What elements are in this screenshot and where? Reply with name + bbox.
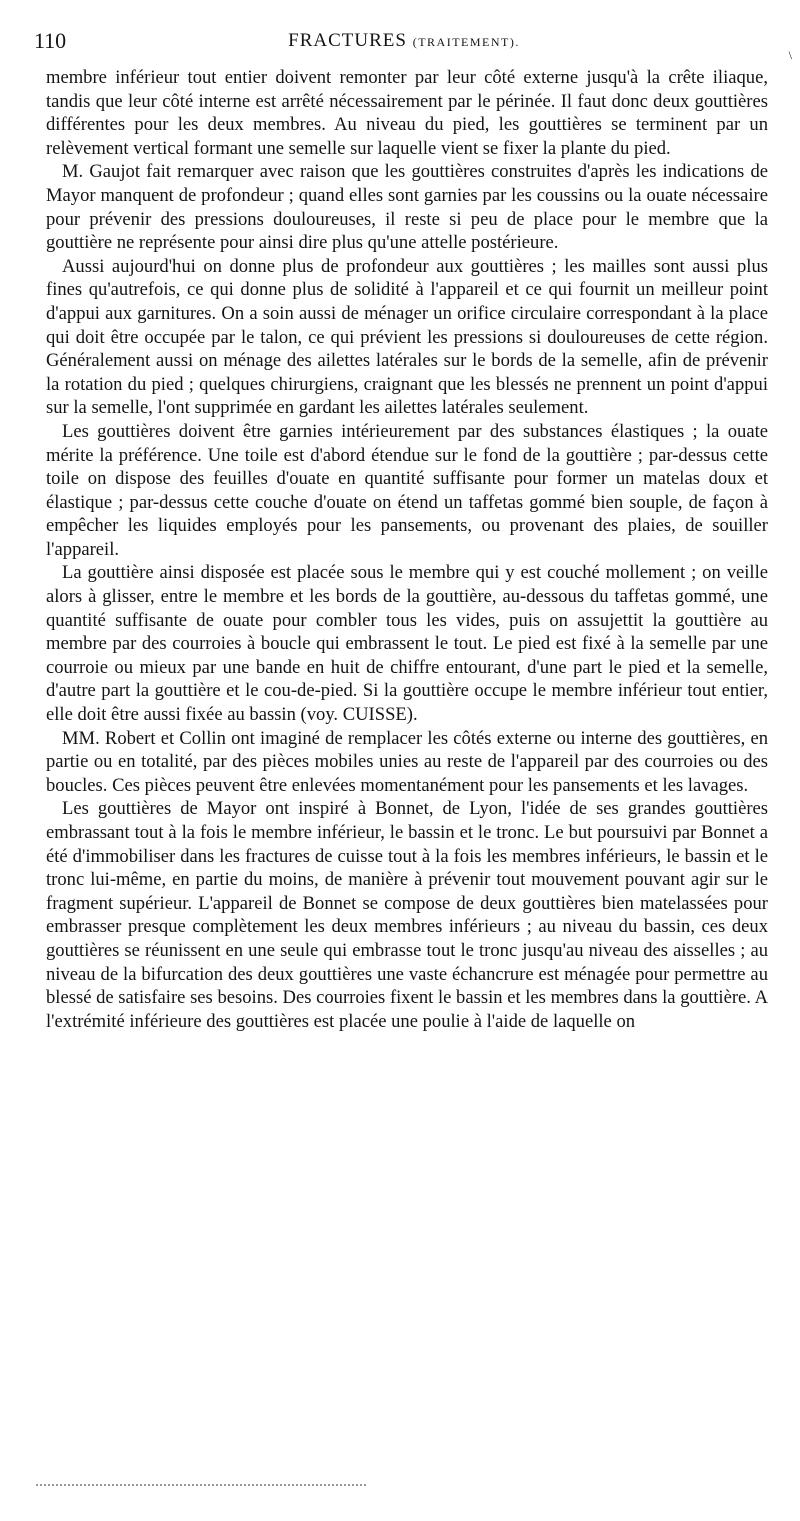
running-title-sub: (TRAITEMENT). [412,35,520,49]
body-text [46,66,768,1033]
page-header [34,28,792,62]
running-title [34,30,774,52]
paragraph: Les gouttières doivent être garnies intérieurement par des substances élastiques ; la ouate mérite la préférence. Une toile est d'abord étendue sur le fond de la gouttière ; par-dessus cette toile on dispose des feuilles d'ouate en quantité suffisante pour former un matelas doux et élastique ; par-dessus cette couche d'ouate on étend un taffetas gommé bien souple, de façon à empêcher les liquides employés pour les pansements, ou provenant des plaies, de souiller l'appareil. [46,420,768,560]
paragraph: La gouttière ainsi disposée est placée sous le membre qui y est couché mollement ; on veille alors à glisser, entre le membre et les bords de la gouttière, au-dessous du taffetas gommé, une quantité suffisante de ouate pour combler tous les vides, puis on assujettit la gouttière au membre par des courroies à boucle qui embrassent le tout. Le pied est fixé à la semelle par une courroie ou mieux par une bande en huit de chiffre entourant, d'une part le pied et la semelle, d'autre part la gouttière et le cou-de-pied. Si la gouttière occupe le membre inférieur tout entier, elle doit être aussi fixée au bassin (voy. CUISSE). [46,562,768,726]
paragraph: Les gouttières de Mayor ont inspiré à Bonnet, de Lyon, l'idée de ses grandes gouttières embrassant tout à la fois le membre inférieur, le bassin et le tronc. Le but poursuivi par Bonnet a été d'immobiliser dans les fractures de cuisse tout à la fois les membres inférieurs, le bassin et le tronc lui-même, en partie du moins, de manière à prévenir tout mouvement pouvant agir sur le fragment supérieur. L'appareil de Bonnet se compose de deux gouttières bien matelassées pour embrasser presque complètement les deux membres inférieurs ; au niveau du bassin, ces deux gouttières se réunissent en une seule qui embrasse tout le tronc jusqu'au niveau des aisselles ; au niveau de la bifurcation des deux gouttières une vaste échancrure est ménagée pour permettre au blessé de satisfaire ses besoins. Des courroies fixent le bassin et les membres dans la gouttière. A l'extrémité inférieure des gouttières est placée une poulie à l'aide de laquelle on [46,798,768,1032]
footer-rule [36,1484,366,1486]
running-title-main: FRACTURES [288,30,407,51]
paragraph: MM. Robert et Collin ont imaginé de remplacer les côtés externe ou interne des gouttières, en partie ou en totalité, par des pièces mobiles unies au reste de l'appareil par des courroies ou des boucles. Ces pièces peuvent être enlevées momentanément pour les pansements et les lavages. [46,727,768,796]
paragraph: M. Gaujot fait remarquer avec raison que les gouttières construites d'après les indications de Mayor manquent de profondeur ; quand elles sont garnies par les coussins ou la ouate nécessaire pour prévenir des pressions douloureuses, il reste si peu de place pour le membre que la gouttière ne représente pour ainsi dire plus qu'une attelle postérieure. [46,161,768,254]
paragraph-continued: membre inférieur tout entier doivent remonter par leur côté externe jusqu'à la crête iliaque, tandis que leur côté interne est arrêté nécessairement par le périnée. Il faut donc deux gouttières différentes pour les deux membres. Au niveau du pied, les gouttières se terminent par un relèvement vertical formant une semelle sur laquelle vient se fixer la plante du pied. [46,67,768,159]
corner-mark: \ [788,48,792,62]
paragraph: Aussi aujourd'hui on donne plus de profondeur aux gouttières ; les mailles sont aussi plus fines qu'autrefois, ce qui donne plus de solidité à l'appareil et ce qui fournit un meilleur point d'appui aux garnitures. On a soin aussi de ménager un orifice circulaire correspondant à la place qui doit être occupée par le talon, ce qui prévient les pressions si douloureuses de cette région. Généralement aussi on ménage des ailettes latérales sur le bords de la semelle, afin de prévenir la rotation du pied ; quelques chirurgiens, craignant que les blessés ne prennent un point d'appui sur la semelle, l'ont supprimée en gardant les ailettes latérales seulement. [46,255,768,419]
page-number: 110 [34,28,67,53]
